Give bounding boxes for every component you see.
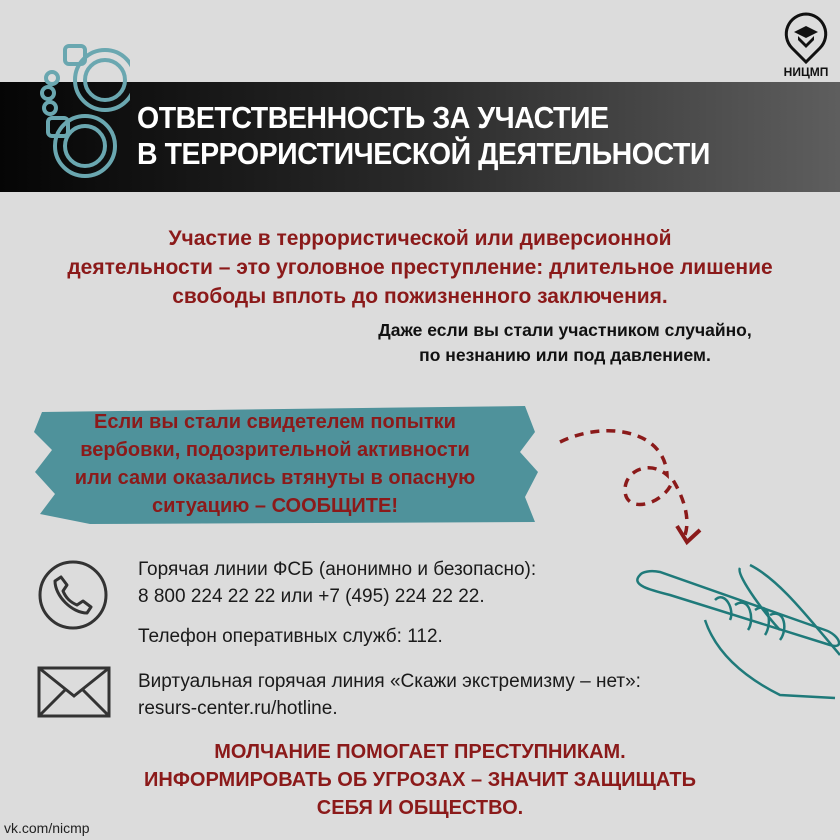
dashed-arrow-icon [555, 420, 715, 550]
handcuffs-icon [30, 38, 130, 188]
virtual-url[interactable]: resurs-center.ru/hotline. [138, 698, 338, 719]
emergency-phone: Телефон оперативных служб: 112. [138, 626, 443, 647]
cta-line: ситуацию – СООБЩИТЕ! [151, 495, 398, 517]
intro-text [40, 224, 800, 311]
cta-line: вербовки, подозрительной активности [80, 439, 470, 461]
note-line: по незнанию или под давлением. [419, 345, 711, 365]
cta-line: Если вы стали свидетелем попытки [94, 411, 456, 433]
title-line: ОТВЕТСТВЕННОСТЬ ЗА УЧАСТИЕ [137, 100, 609, 135]
call-to-action [50, 408, 500, 520]
cta-line: или сами оказались втянуты в опасную [74, 467, 476, 489]
nicmp-logo [776, 10, 836, 80]
fsb-hotline [138, 556, 536, 610]
hotline-label: Горячая линии ФСБ (анонимно и безопасно): [138, 559, 537, 580]
svg-text:НИЦМП: НИЦМП [783, 65, 829, 79]
intro-line: Участие в террористической или диверсионной [168, 227, 672, 250]
closing-line: СЕБЯ И ОБЩЕСТВО. [316, 797, 524, 819]
phone-icon [37, 559, 109, 631]
intro-line: деятельности – это уголовное преступление: длительное лишение [67, 256, 773, 279]
intro-line: свободы вплоть до пожизненного заключения. [172, 285, 668, 308]
note-text [330, 318, 800, 368]
hand-holding-phone-icon [630, 560, 840, 700]
virtual-label: Виртуальная горячая линия «Скажи экстремизму – нет»: [138, 671, 641, 692]
virtual-hotline [138, 668, 641, 722]
note-line: Даже если вы стали участником случайно, [378, 320, 752, 340]
closing-line: ИНФОРМИРОВАТЬ ОБ УГРОЗАХ – ЗНАЧИТ ЗАЩИЩАТЬ [144, 769, 696, 791]
closing-message [60, 738, 780, 822]
closing-line: МОЛЧАНИЕ ПОМОГАЕТ ПРЕСТУПНИКАМ. [214, 741, 626, 763]
hotline-numbers: 8 800 224 22 22 или +7 (495) 224 22 22. [138, 586, 485, 607]
title-line: В ТЕРРОРИСТИЧЕСКОЙ ДЕЯТЕЛЬНОСТИ [137, 136, 710, 171]
envelope-icon [37, 666, 111, 718]
vk-link[interactable]: vk.com/nicmp [4, 820, 90, 836]
page-title [137, 100, 710, 172]
